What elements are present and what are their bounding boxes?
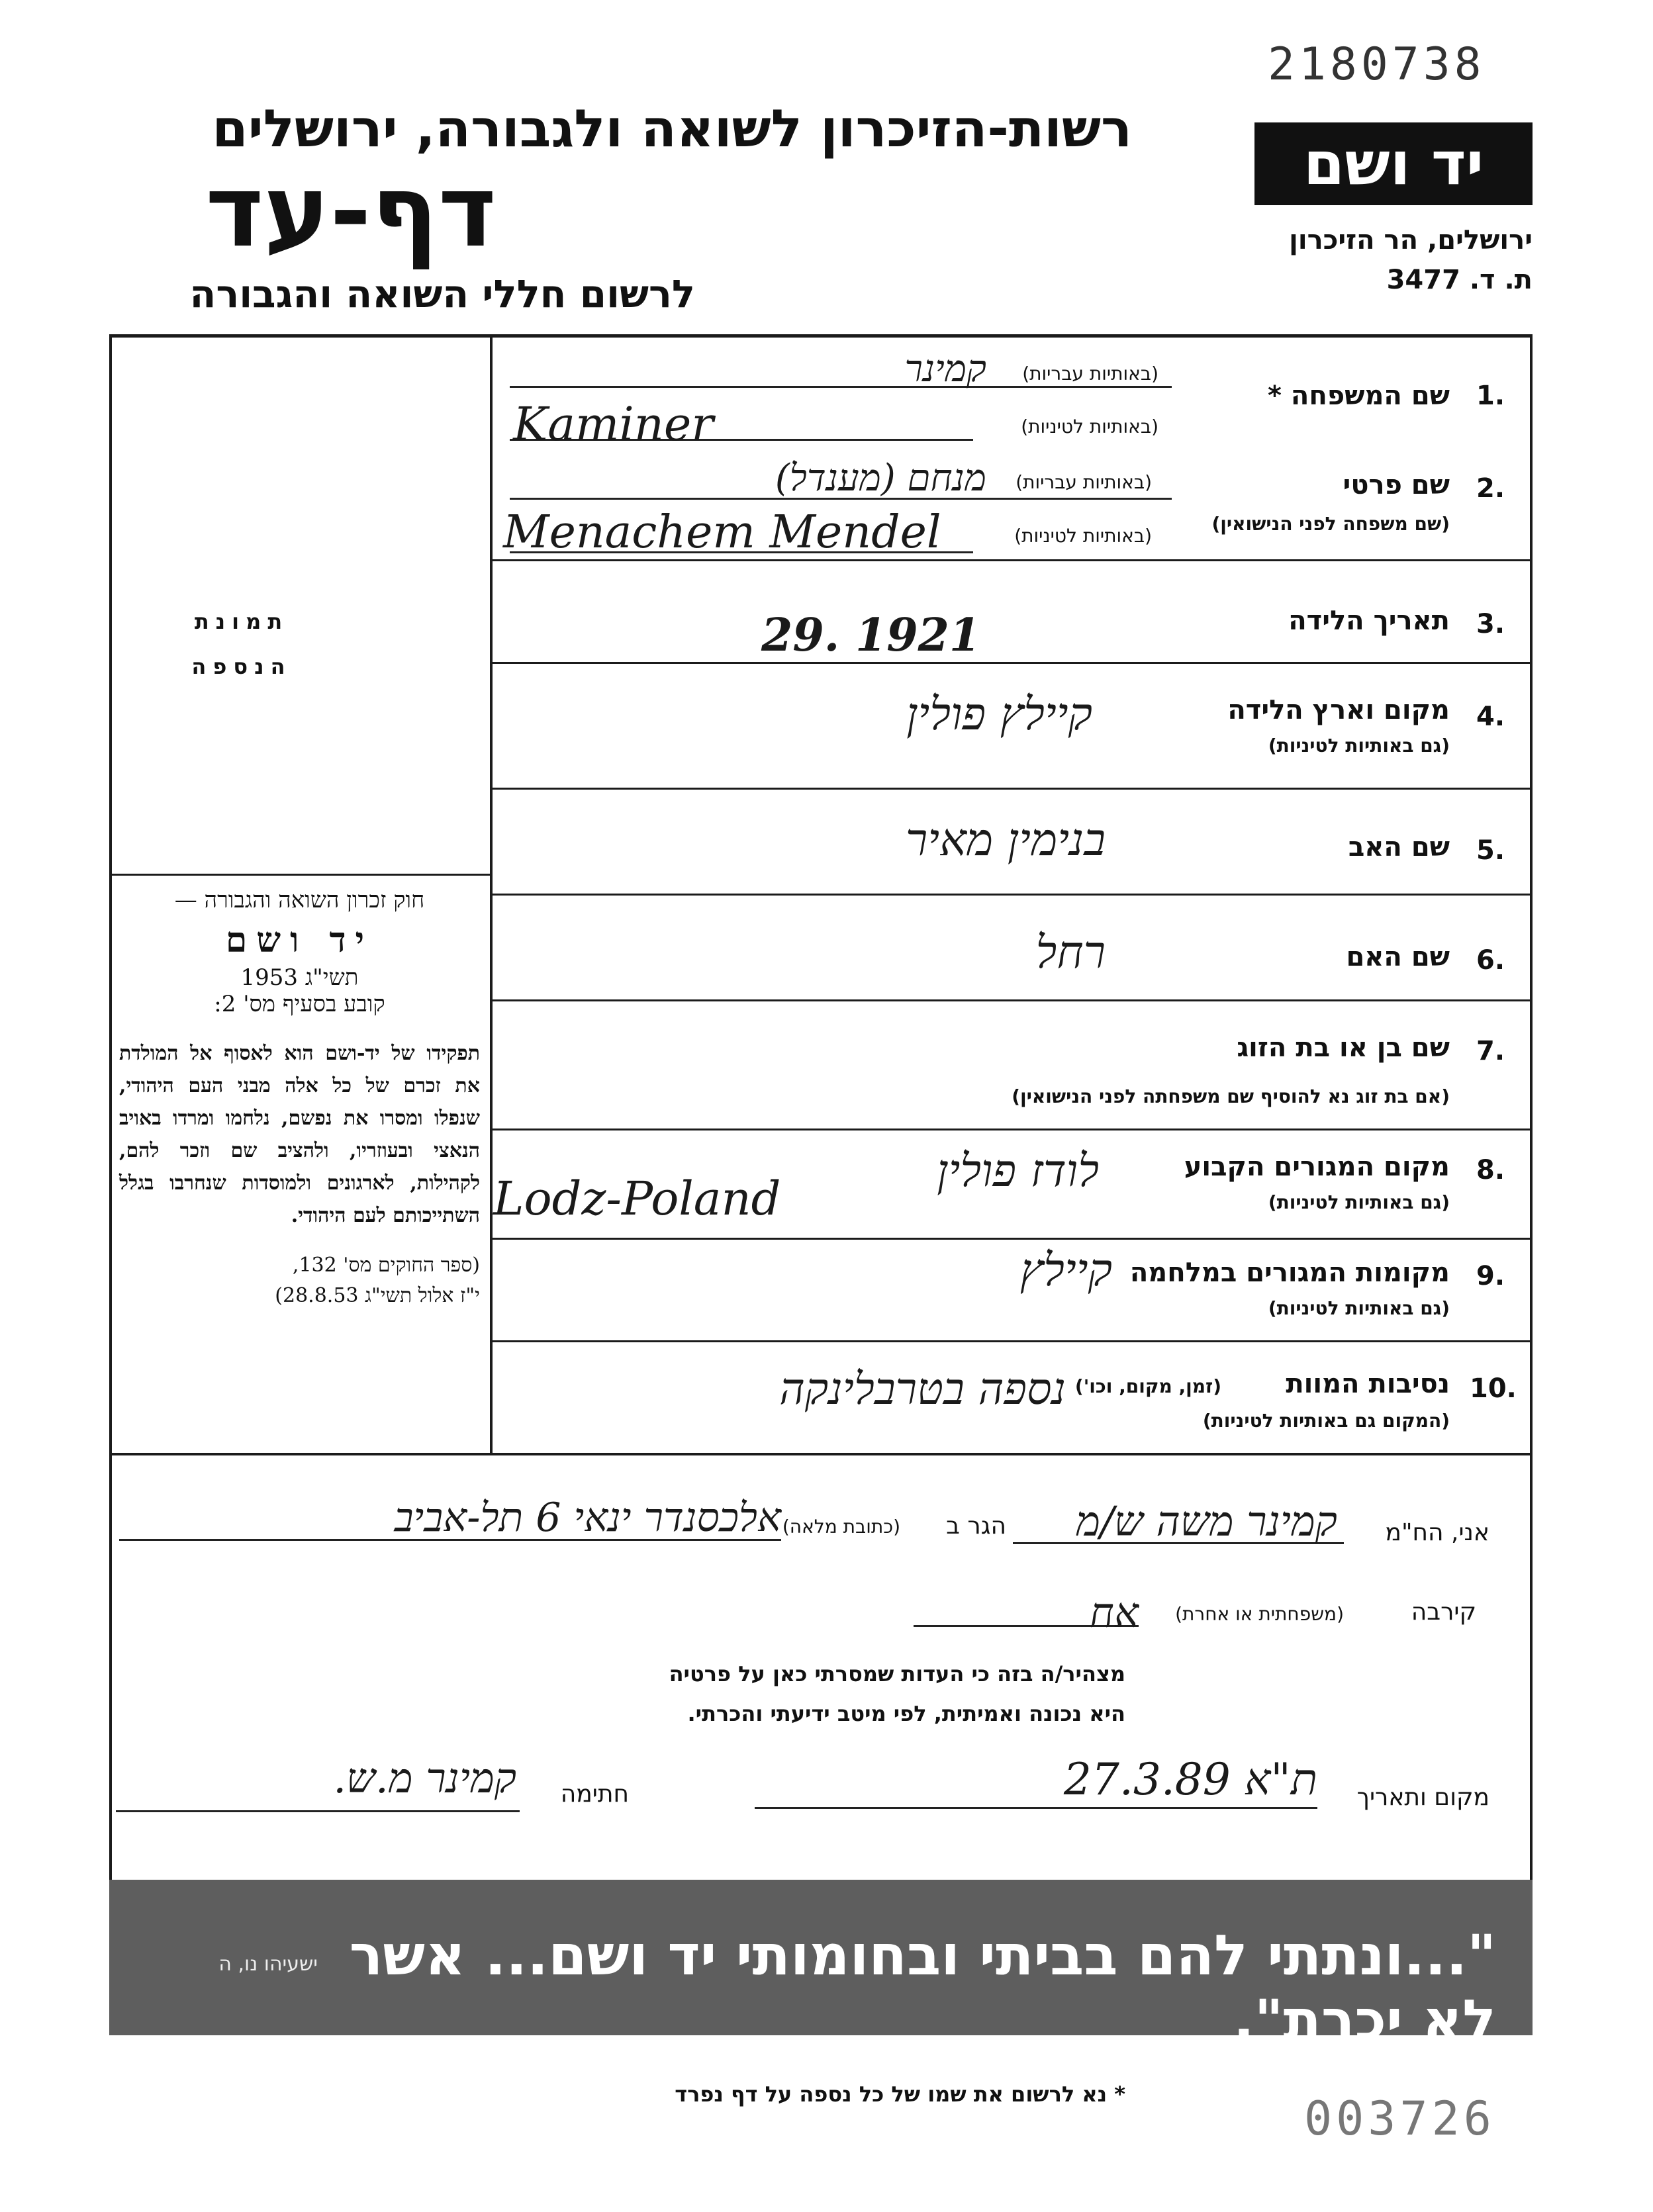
photo-divider bbox=[109, 874, 492, 876]
signature-value[interactable]: קמינר מ.ש. bbox=[333, 1754, 516, 1802]
field-2-value-hebrew[interactable]: מנחם (מענדל) bbox=[775, 457, 986, 500]
field-10-label: נסיבות המוות bbox=[1286, 1369, 1450, 1399]
place-date-underline bbox=[755, 1807, 1317, 1809]
resident-label: הגר ב bbox=[946, 1512, 1006, 1540]
field-1-label: שם המשפחה * bbox=[1268, 381, 1450, 411]
row-divider bbox=[491, 788, 1532, 790]
field-5-label: שם האב bbox=[1348, 832, 1450, 862]
declarant-label: אני, הח"מ bbox=[1385, 1519, 1489, 1546]
photo-label-line2: הנספה bbox=[191, 654, 292, 679]
field-9-value[interactable]: קיילץ bbox=[1019, 1244, 1112, 1297]
statement-line-2: היא נכונה ואמיתית, לפי מיטב ידיעתי והכרתי. bbox=[687, 1701, 1125, 1726]
organization-name: רשות-הזיכרון לשואה ולגבורה, ירושלים bbox=[212, 99, 1132, 159]
law-ref-2: י"ז אלול תשי"ג 28.8.53) bbox=[275, 1284, 480, 1307]
signature-underline bbox=[116, 1810, 520, 1812]
field-10-number: 10. bbox=[1470, 1373, 1517, 1404]
place-date-label: מקום ותאריך bbox=[1356, 1784, 1489, 1811]
frame-top bbox=[109, 334, 1533, 338]
field-7-label: שם בן או בת הזוג bbox=[1237, 1033, 1450, 1063]
field-2-hint-hebrew: (באותיות עבריות) bbox=[1015, 471, 1152, 493]
relation-value[interactable]: אח bbox=[1090, 1589, 1139, 1637]
page-subtitle: לרשום חללי השואה והגבורה bbox=[189, 271, 695, 316]
quote-text: "...ונתתי להם בביתי ובחומותי יד ושם... אשר לא יכרת". bbox=[349, 1923, 1496, 2052]
row-divider bbox=[491, 999, 1532, 1001]
field-1-value-latin[interactable]: Kaminer bbox=[513, 397, 714, 451]
field-9-note: (גם באותיות לטיניות) bbox=[1268, 1297, 1450, 1319]
document-number: 2180738 bbox=[1268, 38, 1486, 91]
footnote: * נא לרשום את שמו של כל נספה על דף נפרד bbox=[675, 2082, 1125, 2107]
law-name: יד ושם bbox=[225, 920, 374, 960]
law-ref-1: (ספר החוקים מס' 132, bbox=[292, 1254, 480, 1277]
field-7-note: (אם בת זוג נא להוסיף שם משפחתה לפני הנישואין) bbox=[1012, 1085, 1450, 1107]
frame-left bbox=[109, 334, 112, 1880]
law-year: תשי"ג 1953 bbox=[240, 964, 359, 991]
address-line-2: ת. ד. 3477 bbox=[1386, 265, 1533, 295]
field-2-hint-latin: (באותיות לטיניות) bbox=[1014, 525, 1152, 547]
field-6-value[interactable]: רחל bbox=[1035, 927, 1106, 979]
field-10-value[interactable]: נספה בטרבלינקה bbox=[779, 1363, 1066, 1414]
page-title: דף-עד bbox=[205, 154, 496, 269]
field-8-number: 8. bbox=[1476, 1155, 1505, 1185]
stamp-number: 003726 bbox=[1304, 2092, 1495, 2146]
field-2-label: שם פרטי bbox=[1343, 470, 1450, 500]
declarant-name[interactable]: קמינר משה ש/מ bbox=[1076, 1497, 1337, 1545]
row-divider bbox=[491, 662, 1532, 664]
field-8-note: (גם באותיות לטיניות) bbox=[1268, 1191, 1450, 1213]
law-clause: קובע בסעיף מס' 2: bbox=[214, 991, 385, 1017]
statement-line-1: מצהיר/ה בזה כי העדות שמסרתי כאן על פרטיה bbox=[669, 1661, 1125, 1686]
row-divider bbox=[491, 1238, 1532, 1240]
field-3-label: תאריך הלידה bbox=[1288, 606, 1450, 636]
field-1-hint-hebrew: (באותיות עבריות) bbox=[1022, 363, 1158, 385]
field-8-value-hebrew[interactable]: לודז פולין bbox=[937, 1145, 1099, 1197]
quote-source: ישעיהו נו, ה bbox=[218, 1953, 318, 1976]
field-4-note: (גם באותיות לטיניות) bbox=[1268, 735, 1450, 757]
field-5-value[interactable]: בנימין מאיר bbox=[905, 814, 1106, 866]
relation-hint: (משפחתית או אחרת) bbox=[1175, 1603, 1344, 1625]
field-3-number: 3. bbox=[1476, 609, 1505, 639]
place-date-value[interactable]: ת"א 27.3.89 bbox=[1063, 1754, 1317, 1805]
field-8-label: מקום המגורים הקבוע bbox=[1184, 1152, 1450, 1182]
field-7-number: 7. bbox=[1476, 1036, 1505, 1066]
field-10-hint: (זמן, מקום, וכו') bbox=[1074, 1375, 1221, 1397]
field-8-value-latin[interactable]: Lodz-Poland bbox=[493, 1172, 781, 1226]
field-4-value[interactable]: קיילץ פולין bbox=[906, 688, 1092, 741]
field-2-note: (שם משפחה לפני הנישואין) bbox=[1211, 513, 1450, 535]
row-divider bbox=[491, 559, 1532, 561]
field-1-value-hebrew[interactable]: קמינר bbox=[904, 347, 986, 391]
field-6-label: שם האם bbox=[1346, 942, 1450, 972]
field-10-note: (המקום גם באותיות לטיניות) bbox=[1202, 1410, 1450, 1432]
relation-label: קירבה bbox=[1411, 1598, 1476, 1626]
field-6-number: 6. bbox=[1476, 945, 1505, 976]
law-title: חוק זכרון השואה והגבורה — bbox=[174, 887, 425, 913]
field-9-number: 9. bbox=[1476, 1261, 1505, 1291]
field-4-number: 4. bbox=[1476, 702, 1505, 732]
field-2-value-latin[interactable]: Menachem Mendel bbox=[503, 506, 941, 559]
law-body: תפקידו של יד-ושם הוא לאסוף אל המולדת את זכרם של כל אלה מבני העם היהודי, שנפלו ומסרו את נפשם, נלחמו ומרדו באויב הנאצי ובעוזריו, ולהציב שם וזכר להם, לקהילות, לארגונים ולמוסדות שנחרבו בגלל השתייכותם לעם היהודי. bbox=[119, 1042, 480, 1227]
field-2-number: 2. bbox=[1476, 473, 1505, 504]
frame-right bbox=[1530, 334, 1533, 1880]
field-1-hint-latin: (באותיות לטיניות) bbox=[1021, 416, 1158, 438]
yad-vashem-logo: יד ושם bbox=[1254, 122, 1533, 205]
fields-bottom bbox=[109, 1453, 1533, 1455]
row-divider bbox=[491, 894, 1532, 896]
address-hint: (כתובת מלאה) bbox=[782, 1516, 900, 1538]
field-4-label: מקום וארץ הלידה bbox=[1227, 695, 1450, 725]
field-3-value[interactable]: 29. 1921 bbox=[761, 609, 981, 662]
address-line-1: ירושלים, הר הזיכרון bbox=[1289, 225, 1533, 255]
signature-label: חתימה bbox=[560, 1780, 629, 1808]
field-5-number: 5. bbox=[1476, 835, 1505, 866]
row-divider bbox=[491, 1129, 1532, 1130]
photo-placeholder bbox=[109, 599, 374, 689]
law-box bbox=[119, 887, 480, 1311]
row-divider bbox=[491, 1340, 1532, 1342]
photo-label-line1: תמונת bbox=[194, 609, 289, 634]
field-1-number: 1. bbox=[1476, 381, 1505, 411]
address-value[interactable]: אלכסנדר ינאי 6 תל-אביב bbox=[394, 1495, 781, 1541]
field-9-label: מקומות המגורים במלחמה bbox=[1129, 1258, 1450, 1288]
